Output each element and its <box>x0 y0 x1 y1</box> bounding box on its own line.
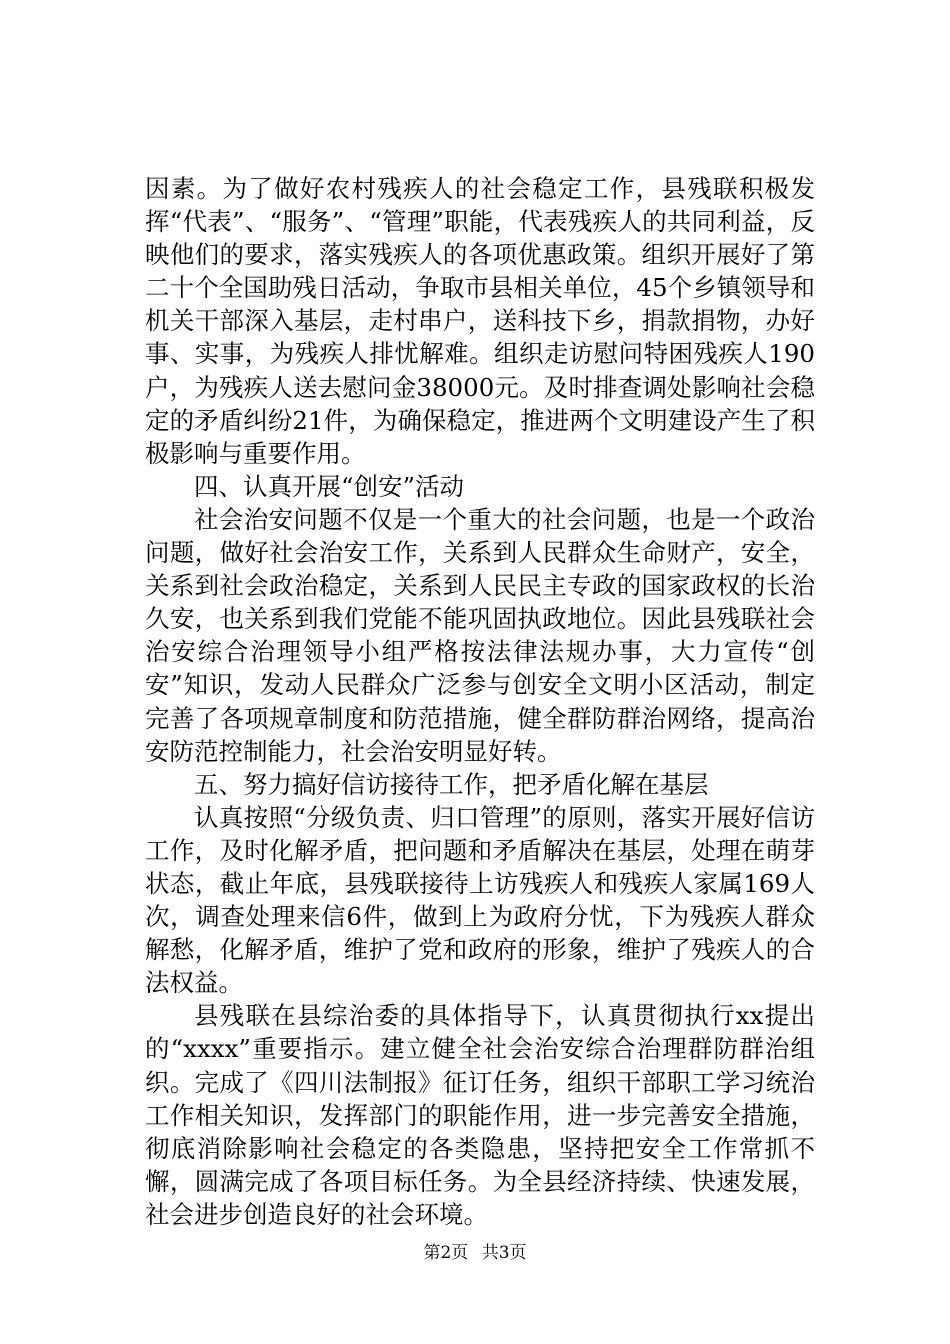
paragraph-petitions: 认真按照“分级负责、归口管理”的原则，落实开展好信访工作，及时化解矛盾，把问题和矛盾解决在基层，处理在萌芽状态，截止年底，县残联接待上访残疾人和残疾人家属169人次，调查处理来信6件，做到上为政府分忧，下为残疾人群众解愁，化解矛盾，维护了党和政府的形象，维护了残疾人的合法权益。 <box>145 802 815 998</box>
document-body <box>145 172 815 1231</box>
paragraph-summary: 县残联在县综治委的具体指导下，认真贯彻执行xx提出的“xxxx”重要指示。建立健全社会治安综合治理群防群治组织。完成了《四川法制报》征订任务，组织干部职工学习统治工作相关知识，发挥部门的职能作用，进一步完善安全措施，彻底消除影响社会稳定的各类隐患，坚持把安全工作常抓不懈，圆满完成了各项目标任务。为全县经济持续、快速发展，社会进步创造良好的社会环境。 <box>145 1001 815 1229</box>
section-heading-4: 四、认真开展“创安”活动 <box>194 471 465 501</box>
page-number: 第2页 <box>423 1243 469 1263</box>
page-total: 共3页 <box>481 1243 527 1263</box>
paragraph-public-security: 社会治安问题不仅是一个重大的社会问题，也是一个政治问题，做好社会治安工作，关系到人民群众生命财产，安全，关系到社会政治稳定，关系到人民民主专政的国家政权的长治久安，也关系到我们党能不能巩固执政地位。因此县残联社会治安综合治理领导小组严格按法律法规办事，大力宣传“创安”知识，发动人民群众广泛参与创安全文明小区活动，制定完善了各项规章制度和防范措施，健全群防群治网络，提高治安防范控制能力，社会治安明显好转。 <box>145 504 815 766</box>
paragraph-continuation: 因素。为了做好农村残疾人的社会稳定工作，县残联积极发挥“代表”、“服务”、“管理”职能，代表残疾人的共同利益，反映他们的要求，落实残疾人的各项优惠政策。组织开展好了第二十个全国助残日活动，争取市县相关单位，45个乡镇领导和机关干部深入基层，走村串户，送科技下乡，捐款捐物，办好事、实事，为残疾人排忧解难。组织走访慰问特困残疾人190户，为残疾人送去慰问金38000元。及时排查调处影响社会稳定的矛盾纠纷21件，为确保稳定，推进两个文明建设产生了积极影响与重要作用。 <box>145 174 815 468</box>
section-heading-5: 五、努力搞好信访接待工作，把矛盾化解在基层 <box>194 769 709 799</box>
page-footer <box>0 1242 950 1264</box>
